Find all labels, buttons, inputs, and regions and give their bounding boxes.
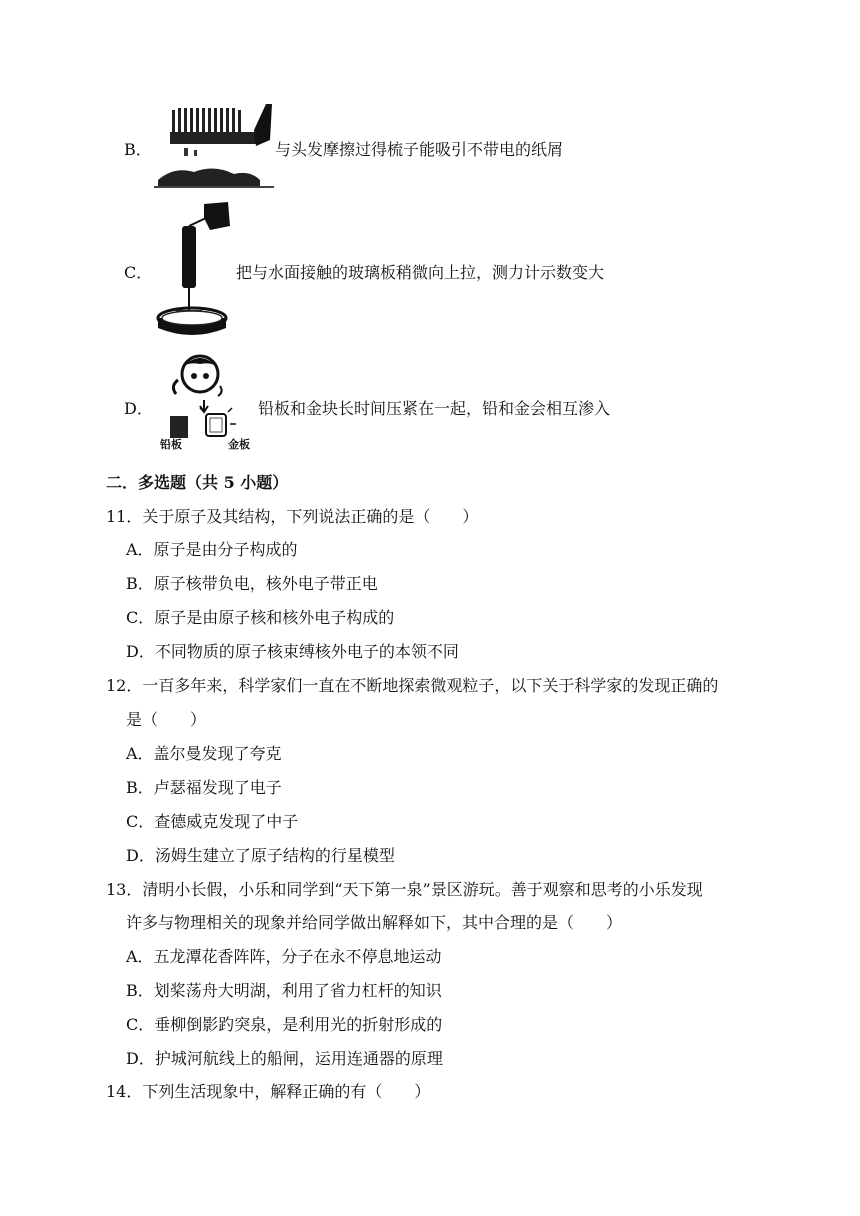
glass-plate-water-figure [154, 200, 234, 344]
question-13-option-b: B．划桨荡舟大明湖，利用了省力杠杆的知识 [126, 981, 442, 1000]
question-13-stem-line-2: 许多与物理相关的现象并给同学做出解释如下，其中合理的是（ ） [126, 913, 623, 932]
option-d-letter: D． [124, 399, 153, 418]
question-13-option-c: C．垂柳倒影趵突泉，是利用光的折射形成的 [126, 1015, 443, 1034]
question-11-option-d: D．不同物质的原子核束缚核外电子的本领不同 [126, 642, 459, 661]
option-b-letter: B． [124, 140, 152, 159]
question-11-option-a: A．原子是由分子构成的 [126, 540, 298, 559]
gold-plate-label: 金板 [228, 438, 250, 451]
question-12-stem-line-1: 12．一百多年来，科学家们一直在不断地探索微观粒子，以下关于科学家的发现正确的 [106, 676, 719, 695]
section-title: 二．多选题（共 5 小题） [106, 473, 289, 492]
option-c-text: 把与水面接触的玻璃板稍微向上拉，测力计示数变大 [236, 263, 605, 282]
question-13-stem-line-1: 13．清明小长假，小乐和同学到“天下第一泉”景区游玩。善于观察和思考的小乐发现 [106, 880, 703, 899]
comb-attracting-paper-figure [154, 100, 274, 192]
option-b-text: 与头发摩擦过得梳子能吸引不带电的纸屑 [275, 140, 564, 159]
option-c-letter: C． [124, 263, 153, 282]
question-11-option-b: B．原子核带负电，核外电子带正电 [126, 574, 378, 593]
question-12-option-d: D．汤姆生建立了原子结构的行星模型 [126, 846, 395, 865]
lead-plate-label: 铅板 [160, 438, 182, 451]
question-11-stem: 11．关于原子及其结构，下列说法正确的是（ ） [106, 507, 479, 526]
question-12-option-c: C．查德威克发现了中子 [126, 812, 299, 831]
question-11-option-c: C．原子是由原子核和核外电子构成的 [126, 608, 395, 627]
question-13-option-a: A．五龙潭花香阵阵，分子在永不停息地运动 [126, 947, 442, 966]
question-12-option-a: A．盖尔曼发现了夸克 [126, 744, 282, 763]
lead-gold-blocks-figure [160, 352, 256, 456]
option-d-text: 铅板和金块长时间压紧在一起，铅和金会相互渗入 [258, 399, 611, 418]
question-12-stem-line-2: 是（ ） [126, 710, 207, 729]
question-12-option-b: B．卢瑟福发现了电子 [126, 778, 282, 797]
question-13-option-d: D．护城河航线上的船闸，运用连通器的原理 [126, 1049, 443, 1068]
question-14-stem: 14．下列生活现象中，解释正确的有（ ） [106, 1082, 431, 1101]
